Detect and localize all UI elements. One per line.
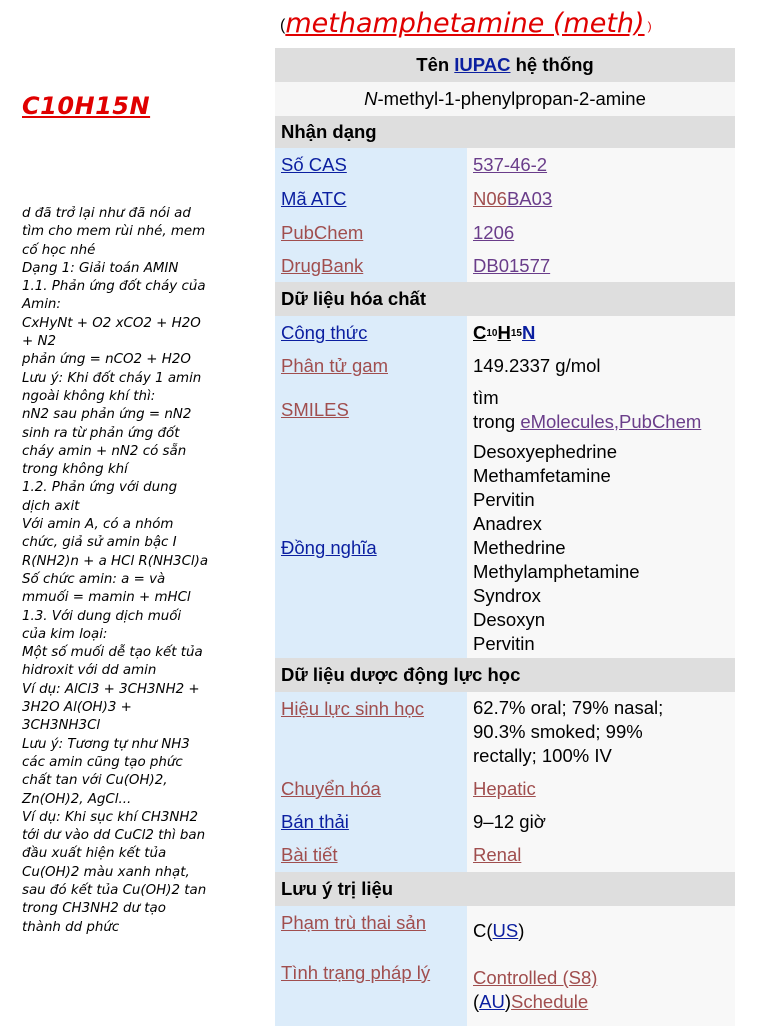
halflife-label-link[interactable]: Bán thải (281, 811, 349, 832)
note-line: cháy amin + nN2 có sẵn (22, 443, 187, 459)
drugbank-row (275, 250, 735, 282)
formula-label-link[interactable]: Công thức (281, 322, 368, 343)
mass-value: 149.2337 g/mol (473, 355, 601, 376)
note-line: đầu xuất hiện kết tủa (22, 846, 167, 862)
pubchem-value-link[interactable]: 1206 (473, 222, 515, 243)
iupac-link[interactable]: IUPAC (454, 54, 511, 75)
note-line: của kim loại: (22, 626, 108, 642)
bioavailability-line: 90.3% smoked; 99% (473, 721, 643, 742)
note-line: Số chức amin: a = và (22, 571, 166, 587)
note-line: 3CH3NH3Cl (22, 718, 101, 734)
note-line: chất tan với Cu(OH)2, (22, 773, 168, 789)
note-line: tới dư vào dd CuCl2 thì ban (22, 828, 206, 844)
synonym-item: Desoxyephedrine (473, 441, 617, 462)
note-line: Lưu ý: Tương tự như NH3 (22, 736, 190, 752)
chemical-header: Dữ liệu hóa chất (275, 282, 735, 316)
note-line: phản ứng = nCO2 + H2O (22, 352, 191, 368)
note-line: d đã trở lại như đã nói ad (22, 206, 191, 221)
note-line: trong không khí (22, 462, 128, 478)
formula-hydrogen-link[interactable]: H (497, 322, 511, 343)
legal-row: Tình trạng pháp lý Controlled (S8) (AU)Schedule (275, 956, 735, 1026)
note-line: Một số muối dễ tạo kết tủa (22, 645, 203, 661)
note-line: R(NH2)n + a HCl R(NH3Cl)a (22, 553, 209, 569)
mass-label-link[interactable]: Phân tử gam (281, 355, 388, 376)
note-line: 1.1. Phản ứng đốt cháy của (22, 279, 206, 295)
halflife-value: 9–12 giờ (473, 811, 546, 832)
identifiers-header: Nhận dạng (275, 116, 735, 148)
atc-value-link-a[interactable]: N06 (473, 188, 507, 209)
synonym-item: Methamfetamine (473, 465, 611, 486)
synonym-item: Pervitin (473, 489, 535, 510)
atc-label-link[interactable]: Mã ATC (281, 188, 347, 209)
pregnancy-label-link[interactable]: Phạm trù thai sản (281, 912, 426, 933)
cas-label-link[interactable]: Số CAS (281, 154, 347, 175)
note-line: Lưu ý: Khi đốt cháy 1 amin (22, 370, 202, 386)
metabolism-row (275, 772, 735, 806)
cas-row (275, 148, 735, 182)
title-close-paren: ) (647, 19, 652, 33)
title-open-paren: ( (280, 17, 286, 34)
formula-hydrogen-count: 15 (510, 327, 522, 339)
legal-au-link[interactable]: AU (479, 991, 505, 1012)
iupac-name: N -methyl-1-phenylpropan-2-amine (275, 82, 735, 116)
excretion-value-link[interactable]: Renal (473, 844, 522, 865)
note-line: 1.3. Với dung dịch muối (22, 608, 182, 624)
synonym-item: Methylamphetamine (473, 561, 640, 582)
note-line: Cu(OH)2 màu xanh nhạt, (22, 864, 190, 880)
pubchem-search-link[interactable]: PubChem (619, 411, 702, 432)
legal-controlled-link[interactable]: Controlled (S8) (473, 967, 598, 988)
pregnancy-row: Phạm trù thai sản C( US ) (275, 906, 735, 956)
bioavailability-line: 62.7% oral; 79% nasal; (473, 697, 664, 718)
bioavailability-label-link[interactable]: Hiệu lực sinh học (281, 698, 424, 719)
note-line: nN2 sau phản ứng = nN2 (22, 407, 192, 423)
formula-carbon-count: 10 (486, 327, 498, 339)
synonym-item: Desoxyn (473, 609, 545, 630)
note-line: các amin cũng tạo phức (22, 754, 183, 770)
note-line: + N2 (22, 334, 57, 350)
note-line: tìm cho mem rùi nhé, mem (22, 224, 206, 240)
excretion-row (275, 838, 735, 872)
note-line: dịch axit (22, 498, 80, 514)
bioavailability-line: rectally; 100% IV (473, 745, 612, 766)
formula-row (275, 316, 735, 350)
iupac-header: Tên IUPAC hệ thống (275, 48, 735, 82)
note-line: 3H2O Al(OH)3 + (22, 700, 132, 716)
title-link[interactable]: methamphetamine (meth) (285, 8, 645, 39)
page-title (280, 8, 750, 39)
synonym-item: Pervitin (473, 633, 535, 654)
note-line: Zn(OH)2, AgCl... (22, 791, 132, 807)
formula-carbon-link[interactable]: C (473, 322, 487, 343)
smiles-label-link[interactable]: SMILES (281, 399, 349, 420)
note-line: mmuối = mamin + mHCl (22, 590, 191, 606)
bioavailability-row (275, 692, 735, 772)
atc-row (275, 182, 735, 216)
synonym-item: Syndrox (473, 585, 541, 606)
smiles-row: SMILES tìm trong eMolecules,PubChem (275, 382, 735, 438)
note-line: thành dd phức (22, 919, 120, 935)
note-line: sau đó kết tủa Cu(OH)2 tan (22, 882, 207, 898)
drugbank-label-link[interactable]: DrugBank (281, 255, 364, 276)
metabolism-label-link[interactable]: Chuyển hóa (281, 778, 381, 799)
note-line: Ví dụ: Khi sục khí CH3NH2 (22, 809, 198, 825)
legal-label-link[interactable]: Tình trạng pháp lý (281, 962, 431, 983)
pregnancy-us-link[interactable]: US (492, 920, 519, 941)
mass-row (275, 350, 735, 382)
therapy-header: Lưu ý trị liệu (275, 872, 735, 906)
legal-schedule-link[interactable]: Schedule (511, 991, 589, 1012)
halflife-row (275, 806, 735, 838)
note-line: Dạng 1: Giải toán AMIN (22, 260, 179, 276)
drug-infobox (275, 48, 735, 1026)
note-line: cố học nhé (22, 242, 96, 258)
note-line: Ví dụ: AlCl3 + 3CH3NH2 + (22, 681, 200, 697)
synonyms-row (275, 438, 735, 658)
excretion-label-link[interactable]: Bài tiết (281, 844, 338, 865)
note-line: 1.2. Phản ứng với dung (22, 480, 178, 496)
pubchem-row (275, 216, 735, 250)
pubchem-label-link[interactable]: PubChem (281, 222, 364, 243)
note-line: ngoài không khí thì: (22, 388, 156, 404)
formula-nitrogen-link[interactable]: N (522, 322, 536, 343)
synonym-item: Methedrine (473, 537, 566, 558)
metabolism-value-link[interactable]: Hepatic (473, 778, 536, 799)
note-line: hidroxit với dd amin (22, 663, 157, 679)
drugbank-value-link[interactable]: DB01577 (473, 255, 551, 276)
synonyms-label-link[interactable]: Đồng nghĩa (281, 537, 377, 558)
synonym-item: Anadrex (473, 513, 542, 534)
synonyms-list (467, 438, 735, 658)
note-line: CxHyNt + O2 xCO2 + H2O (22, 315, 201, 331)
left-formula: C10H15N (22, 92, 151, 120)
smiles-line1: tìm (473, 387, 499, 408)
cas-value-link[interactable]: 537-46-2 (473, 154, 548, 175)
emolecules-link[interactable]: eMolecules (520, 411, 614, 432)
note-line: Amin: (22, 297, 61, 313)
note-line: trong CH3NH2 dư tạo (22, 901, 166, 917)
note-line: Với amin A, có a nhóm (22, 517, 174, 533)
note-line: chức, giả sử amin bậc I (22, 535, 177, 551)
bioavailability-value (467, 692, 735, 772)
left-notes (22, 205, 262, 937)
atc-value-link-b[interactable]: BA03 (506, 188, 553, 209)
note-line: sinh ra từ phản ứng đốt (22, 425, 180, 441)
pk-header: Dữ liệu dược động lực học (275, 658, 735, 692)
